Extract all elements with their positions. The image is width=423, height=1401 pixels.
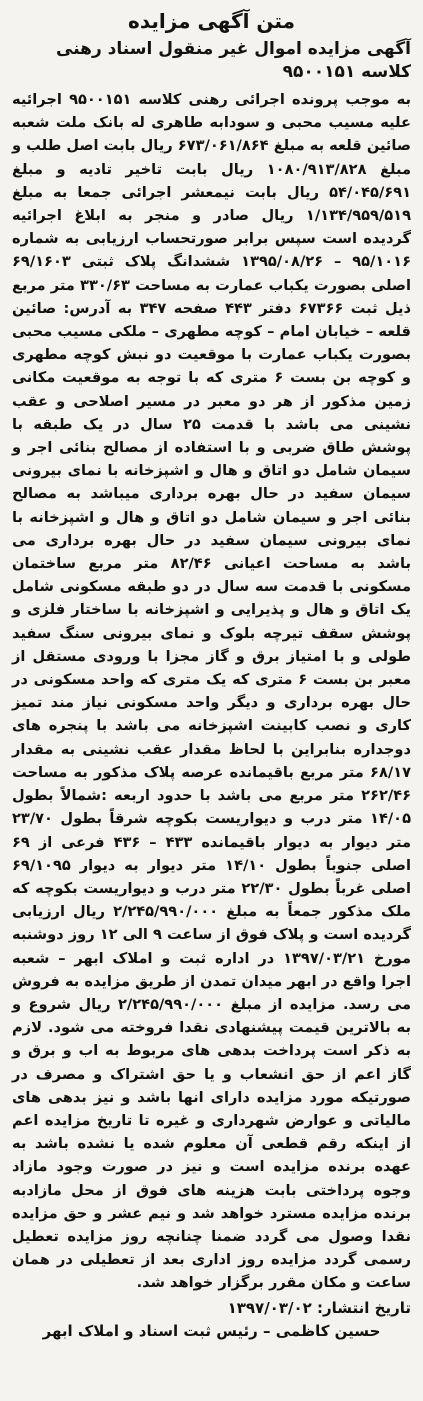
signer: حسین کاظمی – رئیس ثبت اسناد و املاک ابهر — [42, 1321, 381, 1340]
notice-subtitle-line2: کلاسه ۹۵۰۰۱۵۱ — [282, 62, 411, 82]
notice-subtitle — [12, 38, 411, 84]
publish-date: تاریخ انتشار: ۱۳۹۷/۰۳/۰۲ — [227, 1298, 411, 1317]
notice-title: متن آگهی مزایده — [128, 9, 295, 33]
notice-body: به موجب پرونده اجرائی رهنی کلاسه ۹۵۰۰۱۵۱ اجرائیه علیه مسیب محبی و سودابه طاهری له بانک ملت شعبه صائین قلعه به مبلغ ۶۷۳/۰۶۱/۸۶۴ ریال بابت اصل طلب و مبلغ ۱۰۸۰/۹۱۳/۸۲۸ ریال بابت تاخیر تادیه و مبلغ ۵۴/۰۴۵/۶۹۱ ریال بابت نیمعشر اجرائی جمعا به مبلغ ۱/۱۳۴/۹۵۹/۵۱۹ ریال صادر و منجر به ابلاغ اجرائیه گردیده است سپس برابر صورتحساب ارزیابی به شماره ۹۵/۱۰۱۶ – ۱۳۹۵/۰۸/۲۶ ششدانگ پلاک ثبتی ۶۹/۱۶۰۳ اصلی بصورت یکباب عمارت به مساحت ۳۳۰/۶۳ متر مربع ذیل ثبت ۶۷۳۶۶ دفتر ۴۴۳ صفحه ۳۴۷ به آدرس: صائین قلعه – خیابان امام – کوچه مطهری – ملکی مسیب محبی بصورت یکباب عمارت با موقعیت دو نبش کوچه مطهری و کوچه بن بست ۶ متری که با توجه به موقعیت مکانی زمین مذکور از هر دو معبر در مسیر اصلاحی و عقب نشینی می باشد با قدمت ۲۵ سال در یک طبقه با پوشش طاق ضربی و با استفاده از مصالح بنائی اجر و سیمان شامل دو اتاق و هال و اشپزخانه با نمای بیرونی سیمان سفید در حال بهره برداری میباشد به مصالح بنائی اجر و سیمان شامل دو اتاق و هال و اشپزخانه با نمای بیرونی سیمان سفید در حال بهره برداری می باشد به مساحت اعیانی ۸۲/۴۶ متر مربع ساختمان مسکونی با قدمت سه سال در دو طبقه مسکونی شامل یک اتاق و هال و پذیرایی و اشپزخانه با ساختار فلزی و پوشش سقف تیرچه بلوک و نمای بیرونی سنگ سفید طولی و با امتیاز برق و گاز مجزا با ورودی مستقل از معبر بن بست ۶ متری که یک متری که واحد مسکونی در حال بهره برداری و دیگر واحد مسکونی نیاز مند تمیز کاری و نصب کابینت اشپزخانه می باشد با پنجره های دوجداره بنابراین با لحاظ مقدار عقب نشینی به مقدار ۶۸/۱۷ متر مربع باقیمانده عرصه پلاک مذکور به مساحت ۲۶۲/۴۶ متر مربع می باشد با حدود اربعه :شمالاً بطول ۱۴/۰۵ متر درب و دیواریست بکوچه شرقاً بطول ۲۳/۷۰ متر دیوار به دیوار باقیمانده ۴۳۳ – ۴۳۶ فرعی از ۶۹ اصلی جنوباً بطول ۱۴/۱۰ متر دیوار به دیوار ۶۹/۱۰۹۵ اصلی غرباً بطول ۲۲/۳۰ متر درب و دیواریست بکوچه که ملک مذکور جمعاً به مبلغ ۲/۲۴۵/۹۹۰/۰۰۰ ریال ارزیابی گردیده است و پلاک فوق از ساعت ۹ الی ۱۲ روز دوشنبه مورخ ۱۳۹۷/۰۳/۲۱ در اداره ثبت و املاک ابهر – شعبه اجرا واقع در ابهر میدان تمدن از طریق مزایده به فروش می رسد. مزایده از مبلغ ۲/۲۴۵/۹۹۰/۰۰۰ ریال شروع و به بالاترین قیمت پیشنهادی نقدا فروخته می شود. لازم به ذکر است پرداخت بدهی های مربوط به اب و برق و گاز اعم از حق انشعاب و یا حق اشتراک و مصرف در صورتیکه مورد مزایده دارای انها باشد و نیز بدهی های مالیاتی و عوارض شهرداری و غیره تا تاریخ مزایده اعم از اینکه رقم قطعی آن معلوم شده یا نشده باشد به عهده برنده مزایده است و نیز در صورت وجود مازاد وجوه پرداختی بابت هزینه های فوق از محل مازادبه برنده مزایده مسترد خواهد شد و نیم عشر و حق مزایده نقدا وصول می گردد ضمنا چنانچه روز مزایده تعطیل رسمی گردد مزایده روز اداری بعد از تعطیلی در همان ساعت و مکان مقرر برگزار خواهد شد. — [12, 91, 412, 1292]
notice-footer — [12, 1297, 411, 1343]
notice-subtitle-line1: آگهی مزایده اموال غیر منقول اسناد رهنی — [56, 39, 411, 59]
